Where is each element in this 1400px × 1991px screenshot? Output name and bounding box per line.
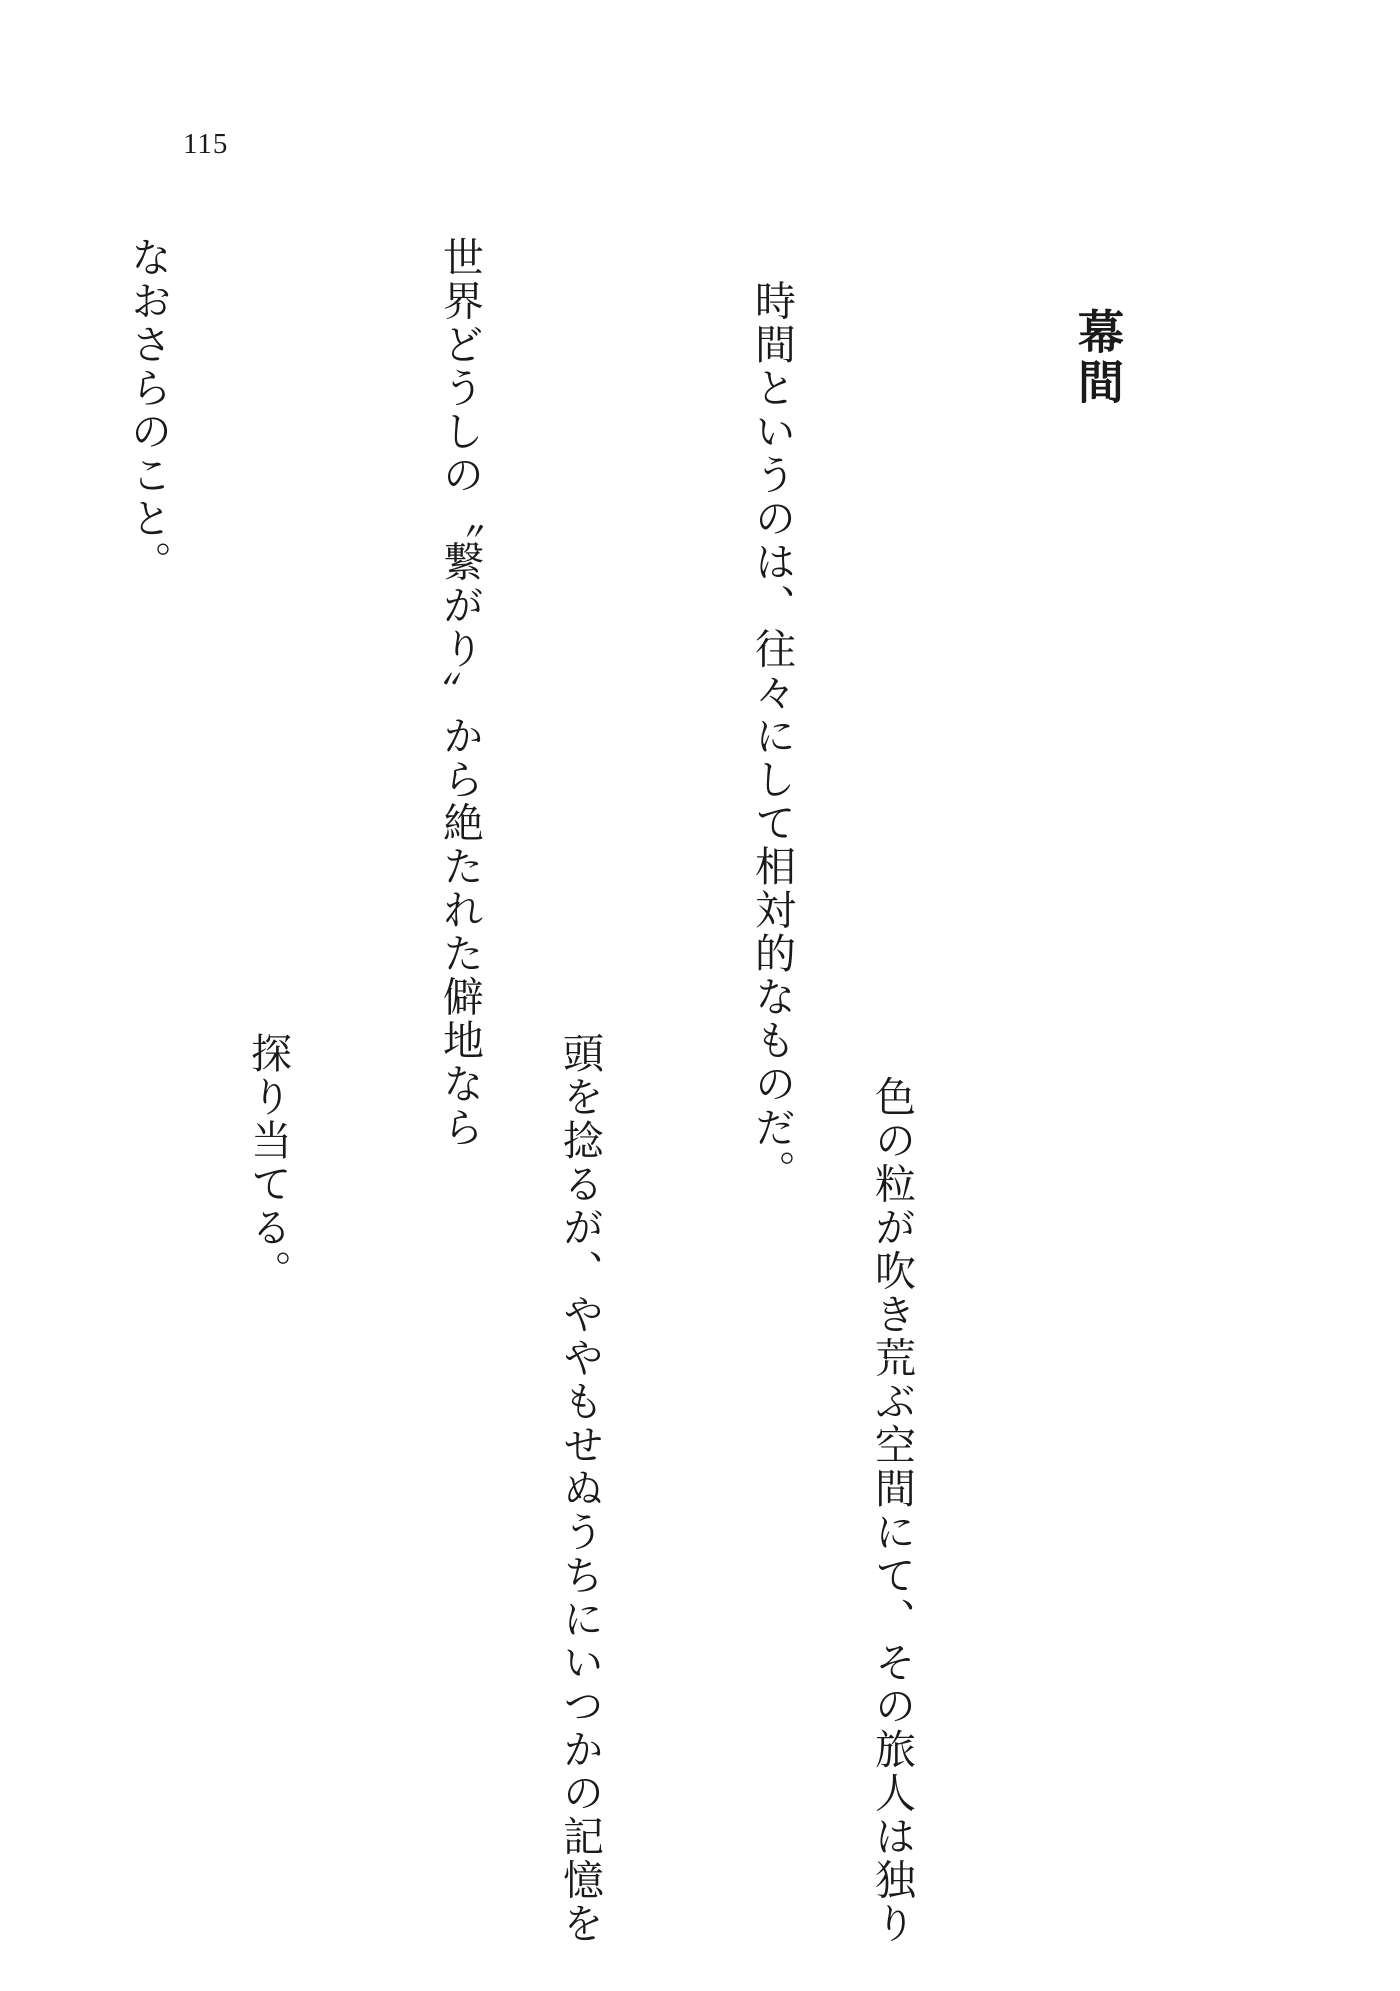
text-line: 時間というのは、往々にして相対的なものだ。 <box>748 236 796 1193</box>
text-line: 色の粒が吹き荒ぶ空間にて、その旅人は独り <box>868 1032 916 1946</box>
text-line: 頭を捻るが、ややもせぬうちにいつかの記憶を <box>556 1032 604 1946</box>
page-number: 115 <box>183 128 229 160</box>
lower-text-block <box>0 1032 1152 1946</box>
text-line <box>0 1032 8 1752</box>
text-line: 世界どうしの〝繋がり〟から絶たれた僻地なら <box>436 236 484 1150</box>
text-line: なおさらのこと。 <box>124 236 172 584</box>
chapter-title: 幕間 <box>1071 308 1125 408</box>
text-line: 探り当てる。 <box>244 1032 292 1293</box>
